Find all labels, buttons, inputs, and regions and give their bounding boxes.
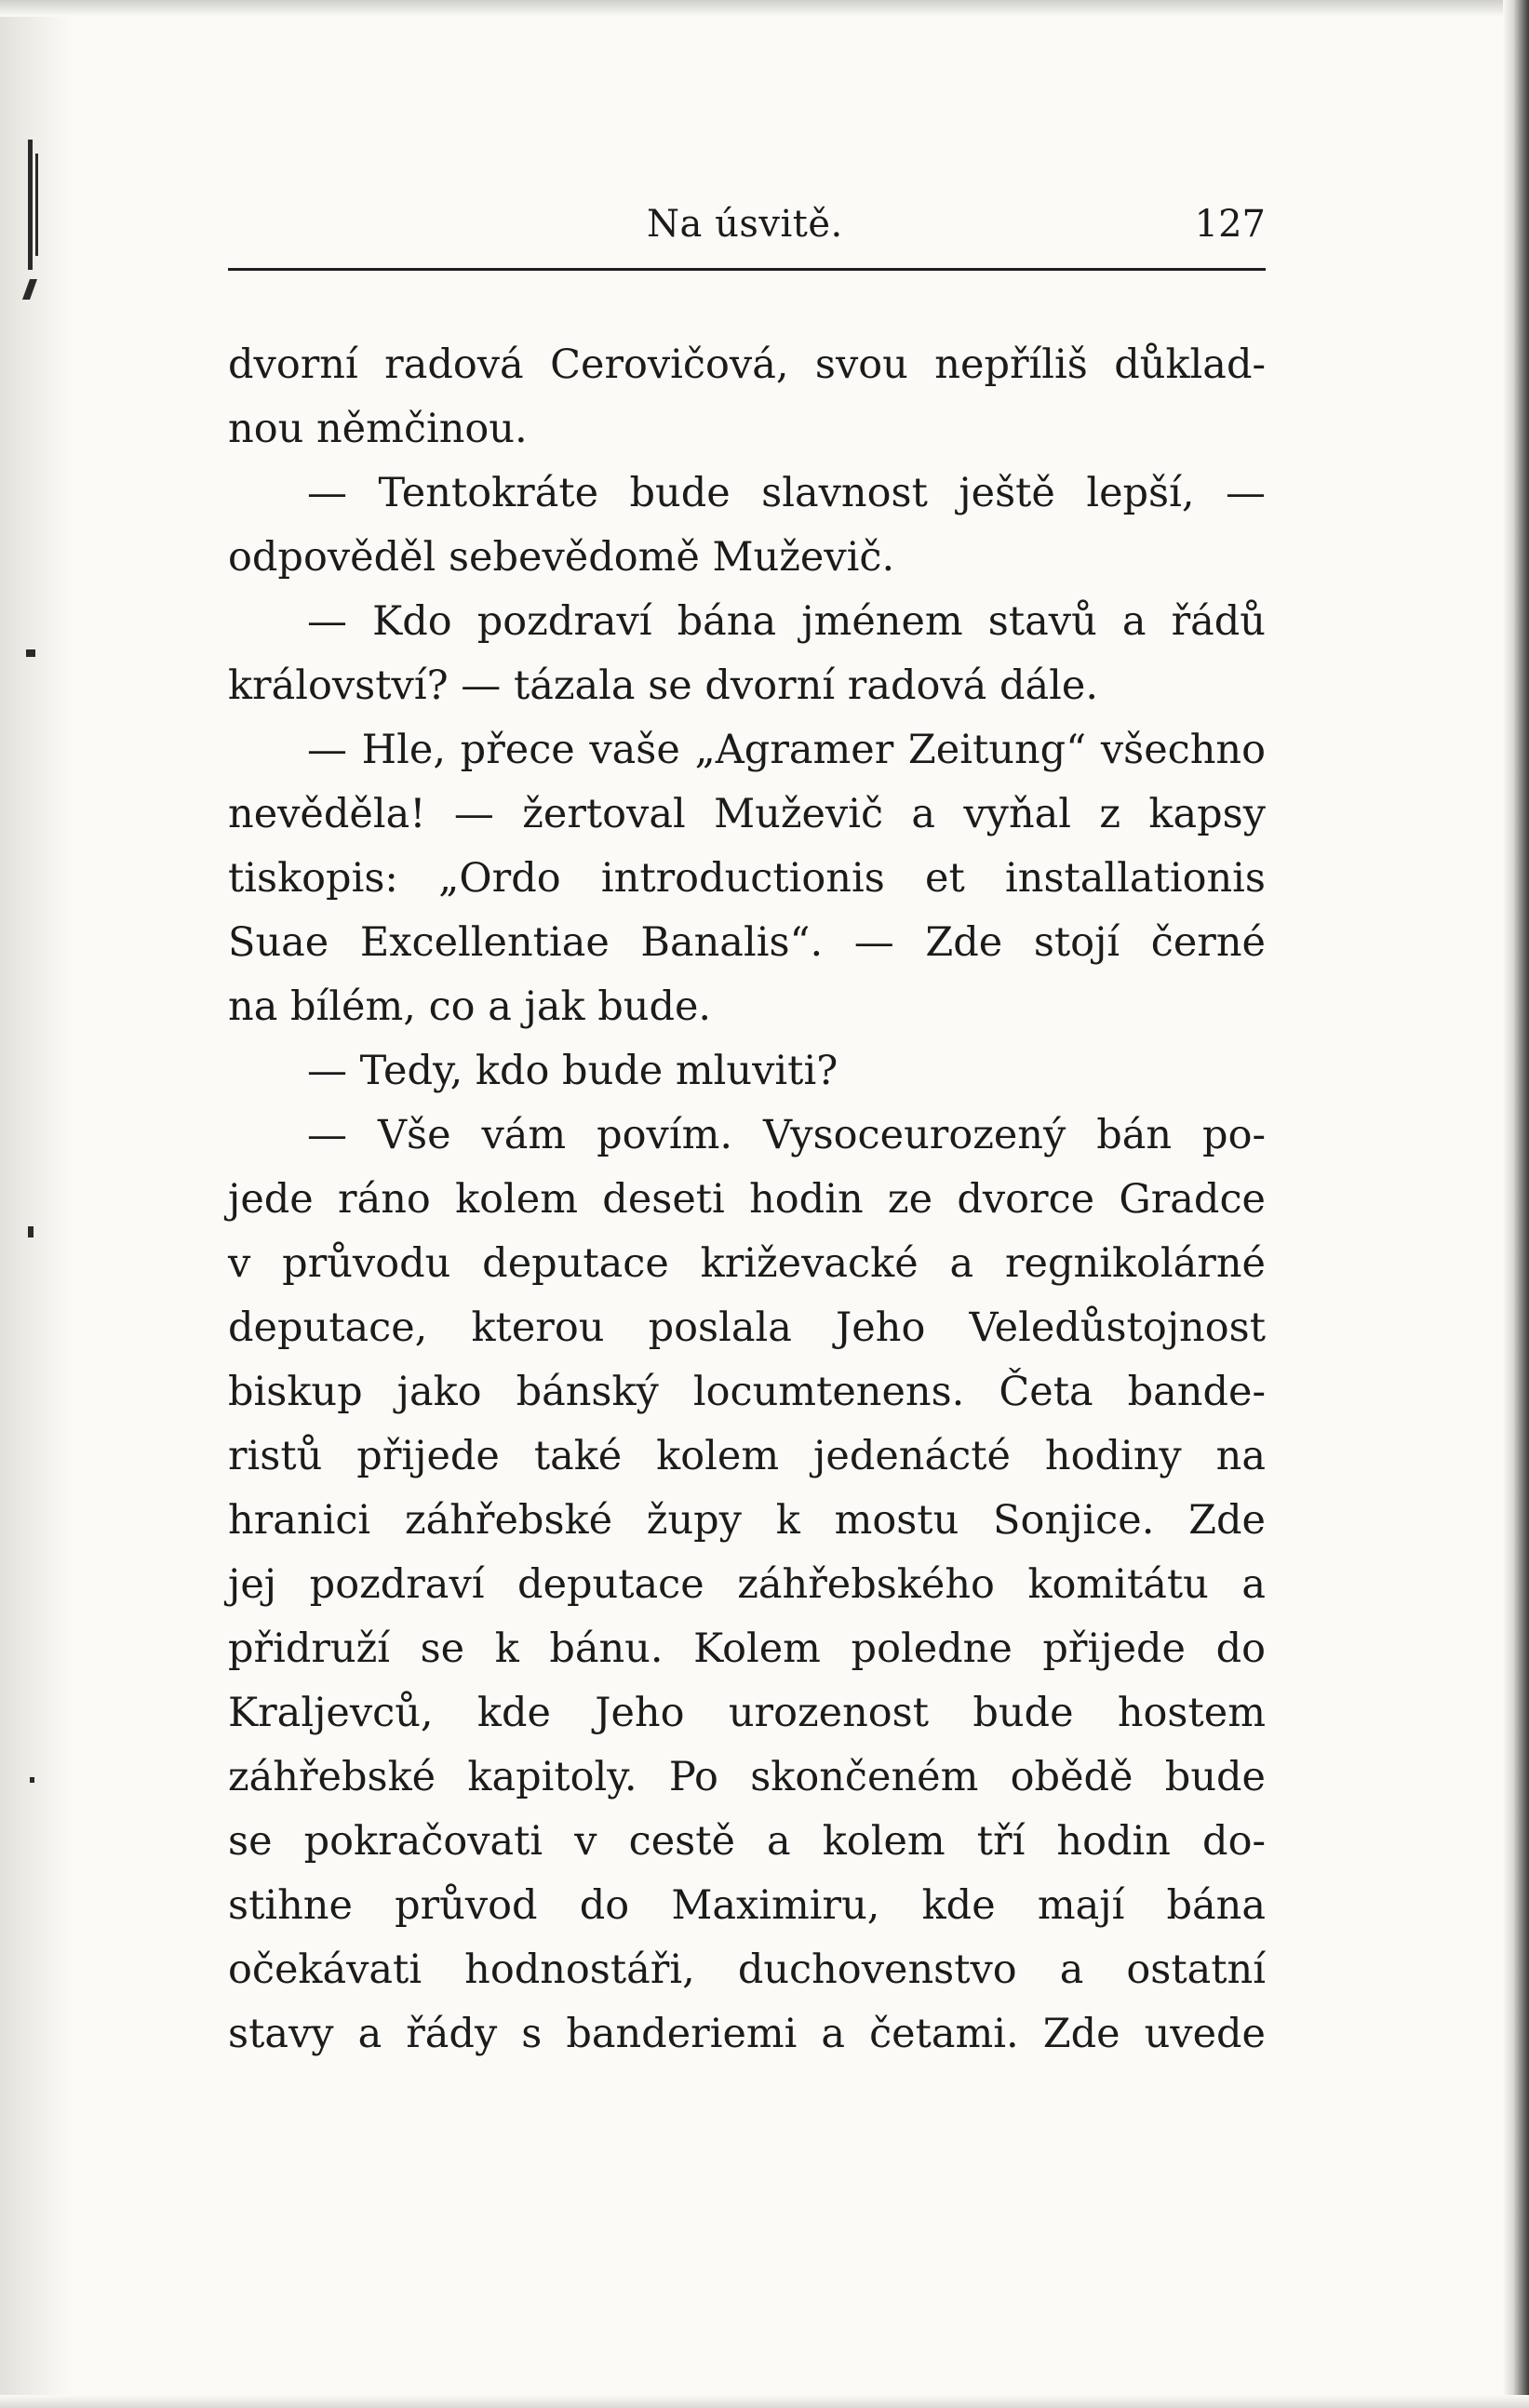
spine-mark <box>28 1226 34 1237</box>
text-line: — Kdo pozdraví bána jménem stavů a řádů <box>307 598 1266 645</box>
text-line: jej pozdraví deputace záhřebského komitátu a <box>228 1561 1266 1608</box>
text-line: se pokračovati v cestě a kolem tří hodin do- <box>228 1818 1266 1865</box>
text-line: stihne průvod do Maximiru, kde mají bána <box>228 1882 1266 1929</box>
gutter-shadow <box>0 0 73 2408</box>
header-rule <box>228 268 1266 271</box>
text-line: jede ráno kolem deseti hodin ze dvorce Gradce <box>228 1176 1266 1223</box>
text-line: v průvodu deputace križevacké a regnikolárné <box>228 1240 1266 1287</box>
spine-mark <box>30 1777 34 1783</box>
text-line: hranici záhřebské župy k mostu Sonjice. Zde <box>228 1497 1266 1544</box>
running-title: Na úsvitě. <box>647 203 843 246</box>
text-line: Suae Excellentiae Banalis“. — Zde stojí černé <box>228 919 1266 966</box>
text-line: biskup jako bánský locumtenens. Četa bande- <box>228 1369 1266 1415</box>
page-number: 127 <box>1194 203 1266 246</box>
text-line: dvorní radová Cerovičová, svou nepříliš důklad- <box>228 341 1266 388</box>
text-line: království? — tázala se dvorní radová dále. <box>228 662 1099 709</box>
text-line: — Vše vám povím. Vysoceurozený bán po- <box>307 1112 1266 1158</box>
text-line: odpověděl sebevědomě Muževič. <box>228 534 895 581</box>
spine-mark <box>26 649 35 657</box>
bottom-page-edge <box>0 2395 1529 2408</box>
spine-mark <box>35 154 38 256</box>
text-line: přidruží se k bánu. Kolem poledne přijede do <box>228 1625 1266 1672</box>
text-line: očekávati hodnostáři, duchovenstvo a ostatní <box>228 1946 1266 1993</box>
text-line: nevěděla! — žertoval Muževič a vyňal z kapsy <box>228 791 1266 837</box>
body-text <box>228 333 1266 2067</box>
text-line: tiskopis: „Ordo introductionis et installationis <box>228 855 1266 902</box>
text-line: deputace, kterou poslala Jeho Veledůstojnost <box>228 1304 1266 1351</box>
text-line: nou němčinou. <box>228 406 528 452</box>
text-line: ristů přijede také kolem jedenácté hodiny na <box>228 1433 1266 1479</box>
top-page-edge <box>0 0 1529 17</box>
right-page-edge <box>1503 0 1529 2408</box>
text-line: — Hle, přece vaše „Agramer Zeitung“ všechno <box>307 727 1266 773</box>
text-line: záhřebské kapitoly. Po skončeném obědě bude <box>228 1754 1266 1800</box>
text-line: na bílém, co a jak bude. <box>228 983 712 1030</box>
page-header <box>228 203 1266 255</box>
text-line: — Tedy, kdo bude mluviti? <box>307 1048 838 1094</box>
text-line: Kraljevců, kde Jeho urozenost bude hostem <box>228 1690 1266 1736</box>
text-line: stavy a řády s banderiemi a četami. Zde uvede <box>228 2011 1266 2057</box>
spine-mark <box>28 140 33 270</box>
text-line: — Tentokráte bude slavnost ještě lepší, — <box>307 470 1266 516</box>
